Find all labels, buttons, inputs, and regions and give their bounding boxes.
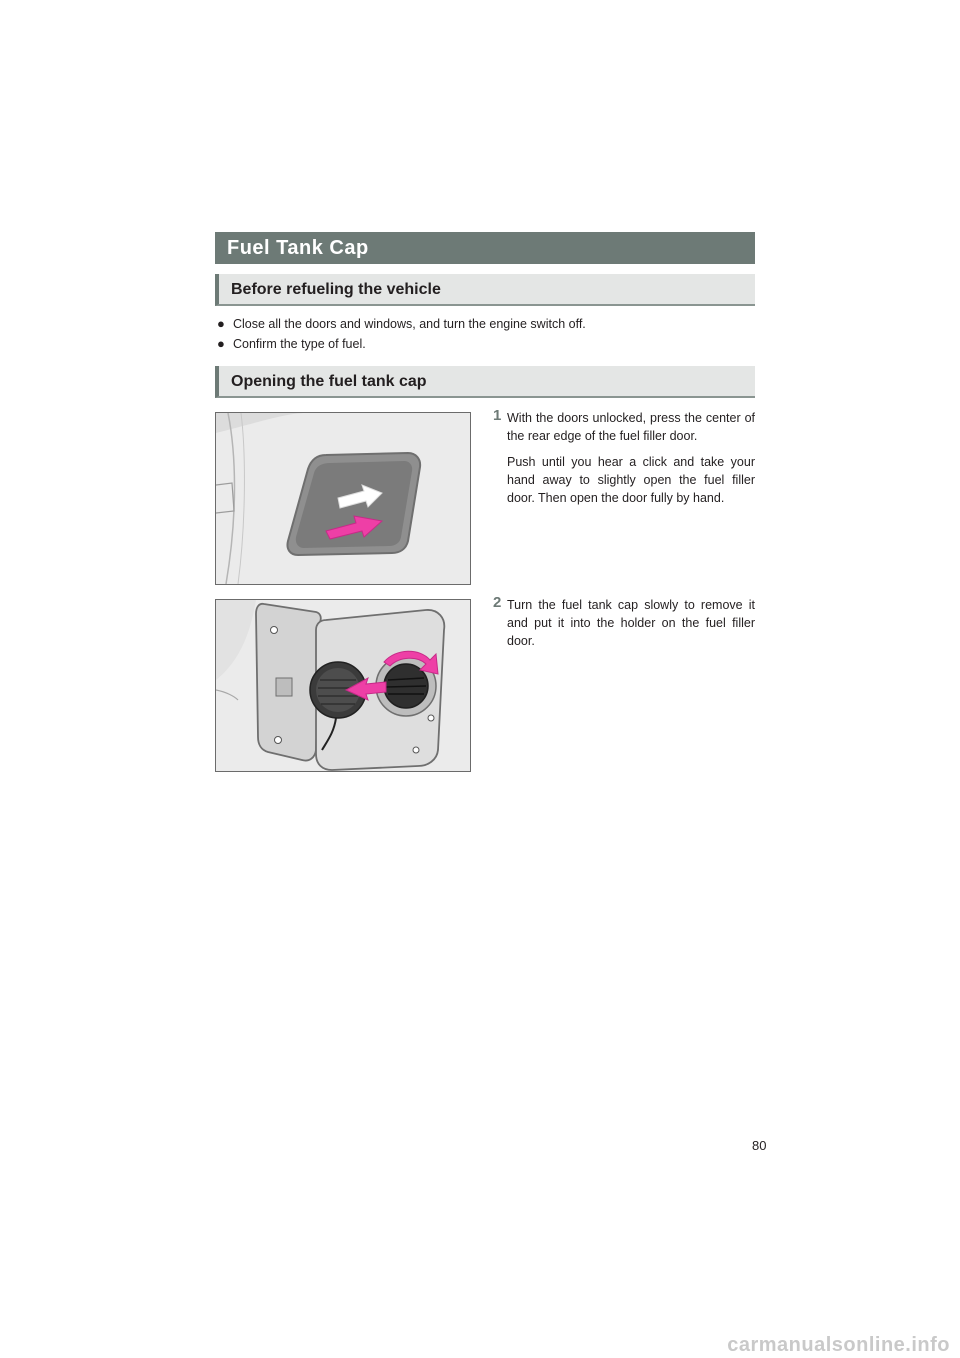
fuel-tank-cap-illustration — [215, 599, 471, 772]
bullet-item — [217, 336, 366, 352]
black-circle-bullet-icon: ● — [217, 316, 225, 331]
step-note: Push until you hear a click and take your hand away to slightly open the fuel filler door. Then open the door fully by hand. — [507, 455, 755, 505]
bullet-text: Confirm the type of fuel. — [233, 337, 366, 351]
step-2 — [493, 596, 755, 650]
watermark: carmanualsonline.info — [727, 1334, 950, 1356]
page-number: 80 — [752, 1138, 767, 1153]
step-1 — [493, 409, 755, 507]
step-number: 2 — [493, 594, 502, 611]
step-number: 1 — [493, 407, 502, 424]
step-text: With the doors unlocked, press the center of the rear edge of the fuel filler door. — [507, 411, 755, 443]
section-heading-before-refueling: Before refueling the vehicle — [215, 274, 755, 306]
black-circle-bullet-icon: ● — [217, 336, 225, 351]
bullet-text: Close all the doors and windows, and turn the engine switch off. — [233, 317, 586, 331]
step-text: Turn the fuel tank cap slowly to remove it and put it into the holder on the fuel filler door. — [507, 598, 755, 648]
fuel-tank-cap-drawing — [216, 600, 470, 771]
section-heading-opening-cap: Opening the fuel tank cap — [215, 366, 755, 398]
fuel-filler-door-illustration — [215, 412, 471, 585]
fuel-filler-door-drawing — [216, 413, 470, 584]
page-title: Fuel Tank Cap — [215, 232, 755, 264]
bullet-item — [217, 316, 586, 332]
